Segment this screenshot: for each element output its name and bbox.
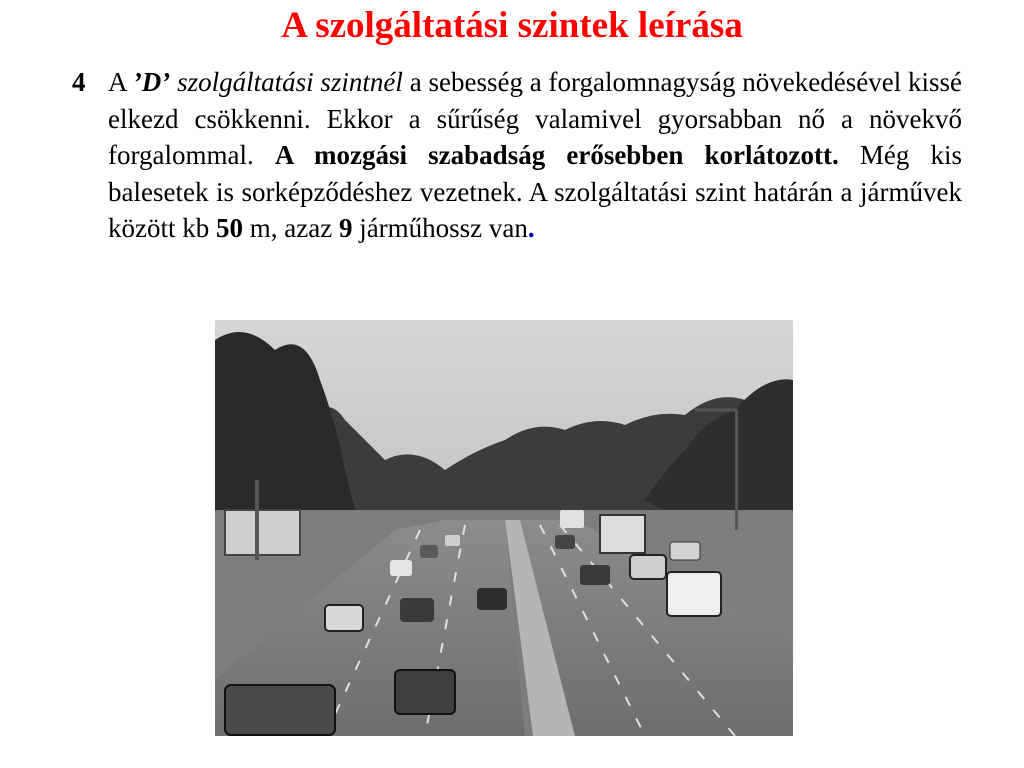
bullet-number: 4 (72, 67, 86, 97)
service-level-label: ’D’ (132, 67, 171, 97)
slide-title: A szolgáltatási szintek leírása (281, 5, 743, 46)
text-segment: A (108, 67, 133, 97)
text-segment: a sebesség a forgalomnagyság növekedésével kissé elkezd csökkenni. Ekkor a sűrűség valamivel gyorsabban nő a növekvő forgalommal. (108, 67, 962, 170)
highway-traffic-photo (215, 320, 793, 736)
vehicle-length-value: 9 (338, 213, 353, 243)
bullet-paragraph (108, 64, 962, 247)
end-dot: . (527, 213, 535, 243)
highway-traffic-photo-icon (215, 320, 793, 736)
text-segment: m, azaz (243, 213, 339, 243)
service-level-term: szolgáltatási szintnél (177, 67, 403, 97)
distance-value: 50 (216, 213, 243, 243)
bullet-item (72, 64, 962, 247)
text-segment: Még kis balesetek is sorképződéshez vezetnek. A szolgáltatási szint határán a járművek között kb (108, 140, 963, 243)
emphasis-text: A mozgási szabadság erősebben korlátozott. (274, 140, 839, 170)
text-segment: járműhossz van (352, 213, 528, 243)
